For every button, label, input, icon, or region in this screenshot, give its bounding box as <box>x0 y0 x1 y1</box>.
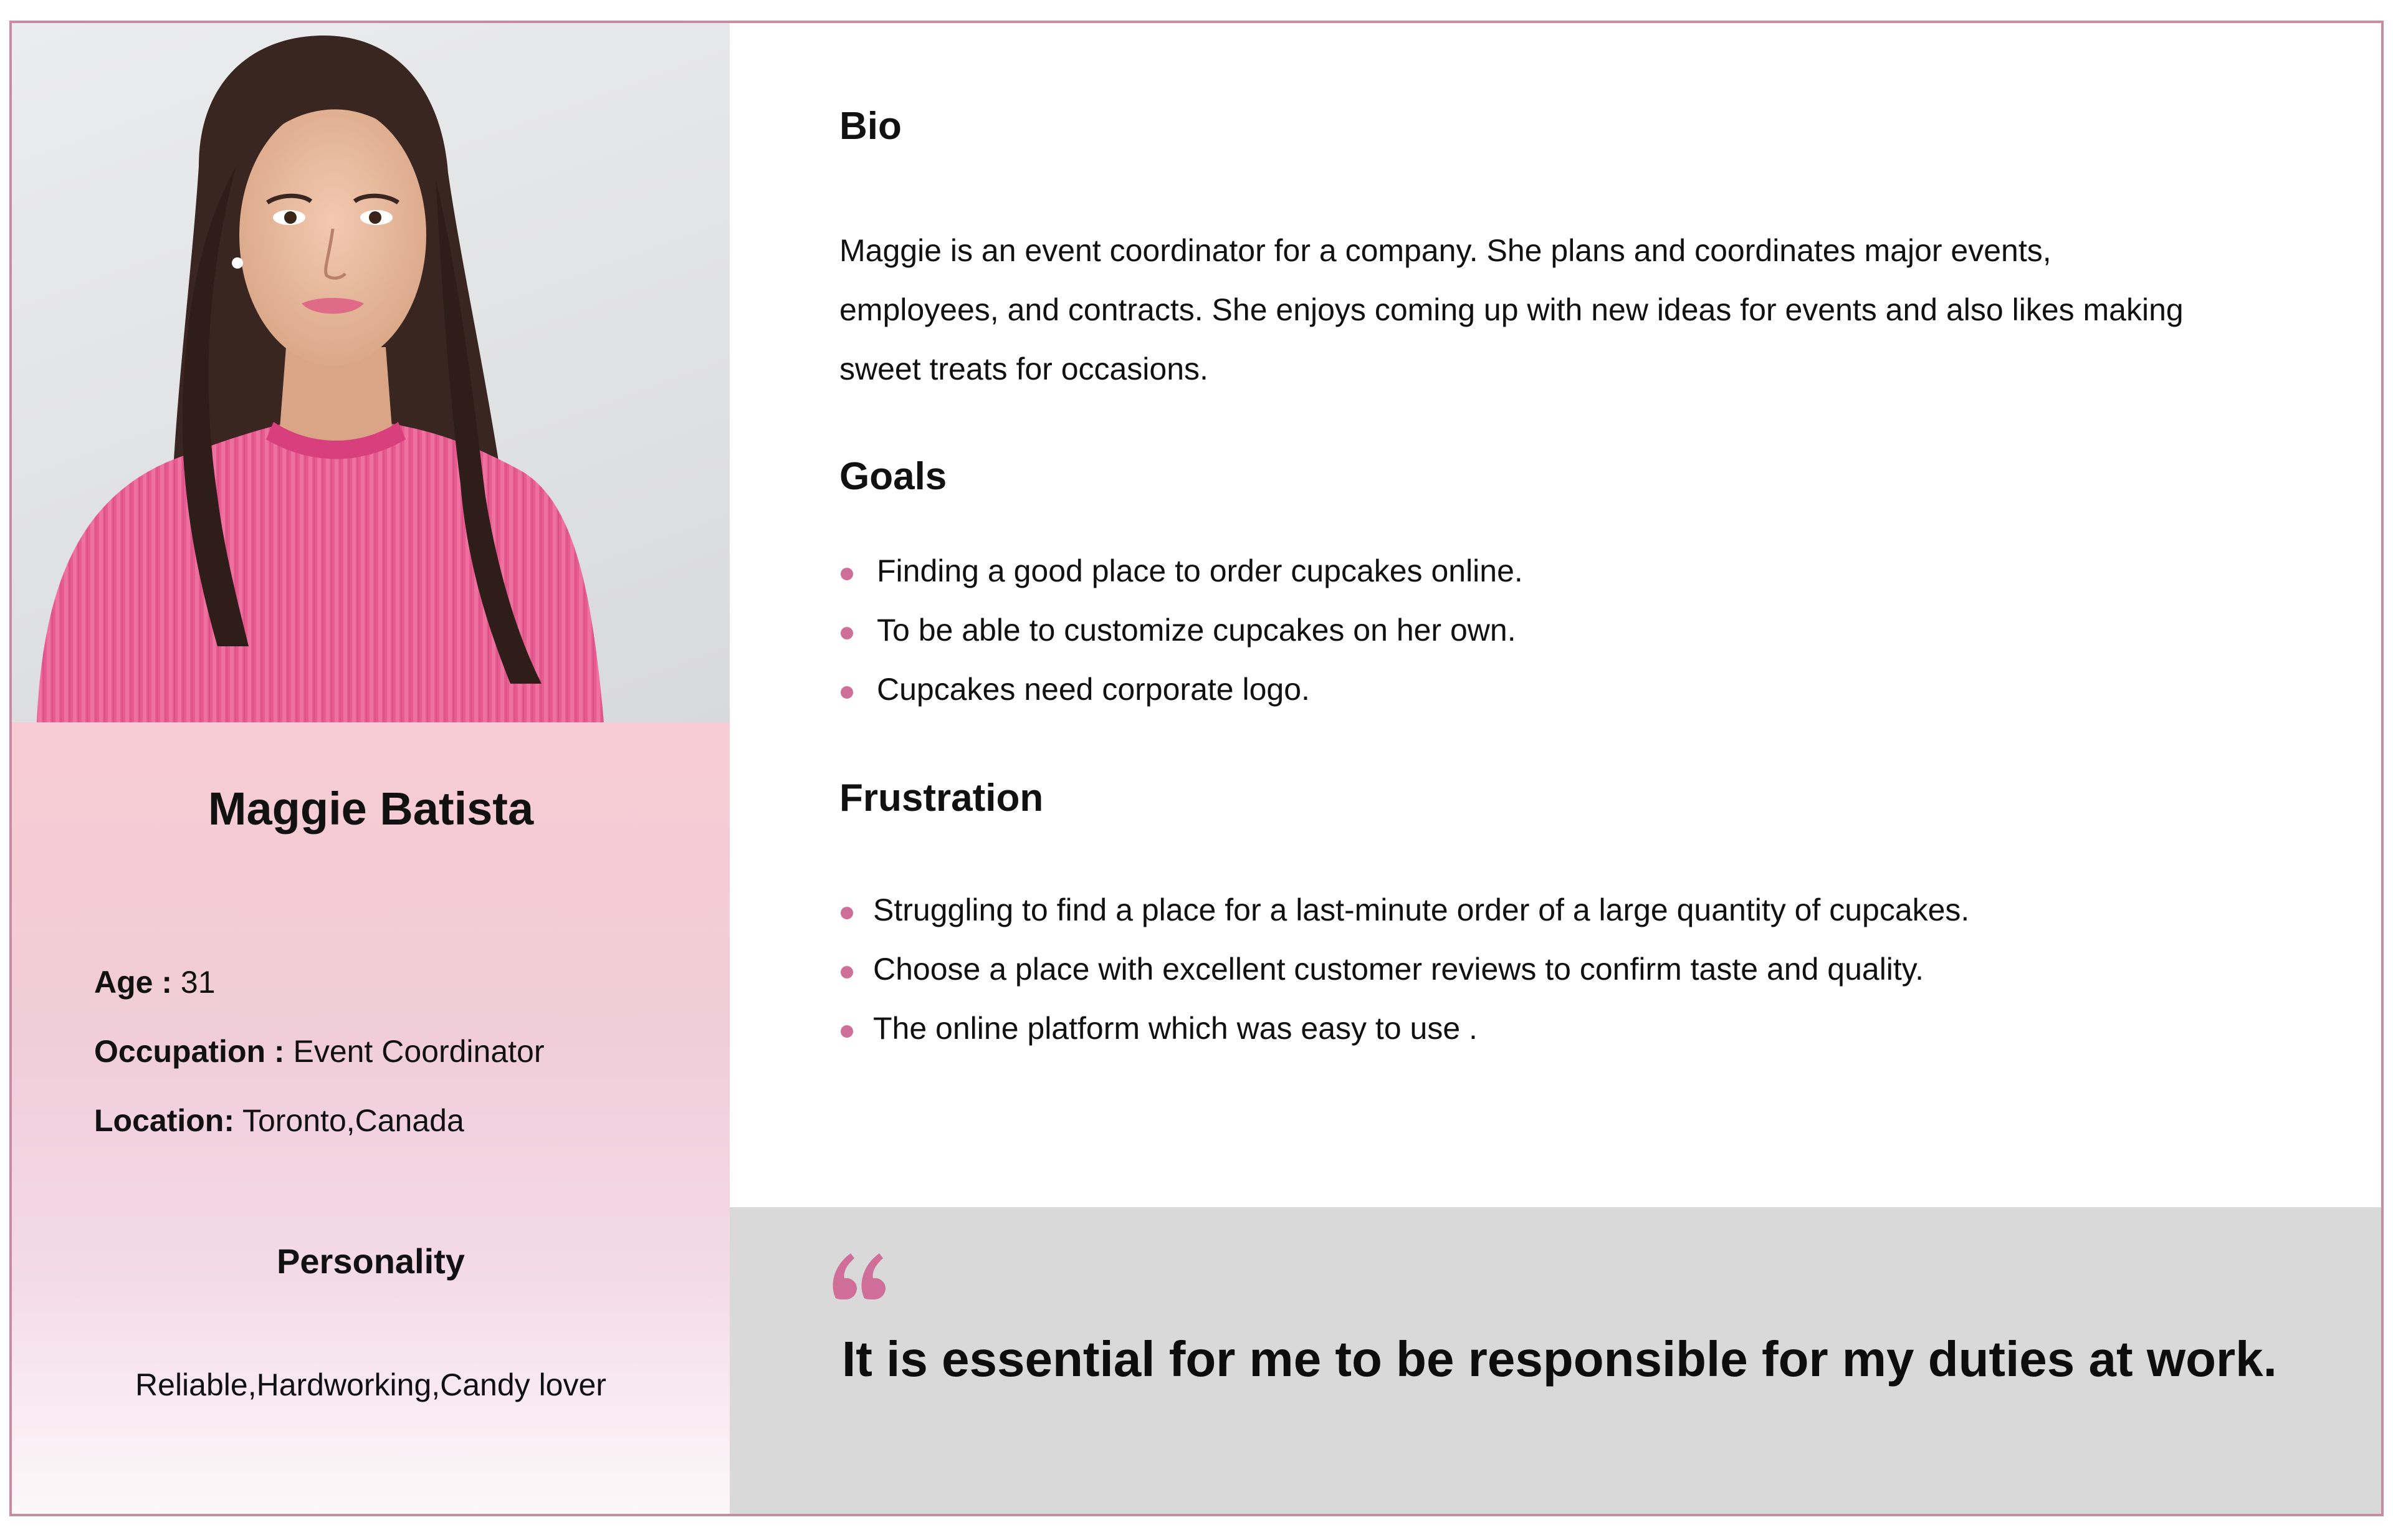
portrait-illustration <box>12 23 730 722</box>
goal-item <box>839 601 1523 660</box>
frustration-heading: Frustration <box>839 777 1044 820</box>
goal-text: Cupcakes need corporate logo. <box>877 672 1310 707</box>
bullet-icon <box>841 568 853 580</box>
frustration-text: Struggling to find a place for a last-minute order of a large quantity of cupcakes. <box>873 892 1970 927</box>
quote-icon <box>832 1250 888 1299</box>
frustration-text: The online platform which was easy to use . <box>873 1011 1478 1046</box>
occupation-label: Occupation : <box>94 1034 285 1069</box>
bio-line: Maggie is an event coordinator for a company. She plans and coordinates major events, <box>839 233 2051 268</box>
persona-name: Maggie Batista <box>208 783 534 835</box>
frustration-item <box>839 999 1969 1058</box>
persona-quote: It is essential for me to be responsible for my duties at work. <box>842 1331 2277 1387</box>
bio-text <box>839 221 2248 399</box>
personality-heading: Personality <box>277 1241 465 1281</box>
bullet-icon <box>841 907 853 919</box>
goals-heading: Goals <box>839 455 947 498</box>
persona-photo <box>12 23 730 722</box>
frustration-item <box>839 881 1969 940</box>
bullet-icon <box>841 627 853 639</box>
persona-details <box>730 23 2381 1207</box>
bullet-icon <box>841 1025 853 1038</box>
profile-panel <box>12 722 730 1516</box>
goal-item <box>839 660 1523 719</box>
frustration-item <box>839 940 1969 999</box>
age-value: 31 <box>172 965 216 1000</box>
occupation-field <box>94 1033 544 1069</box>
goal-text: Finding a good place to order cupcakes online. <box>877 553 1523 588</box>
bullet-icon <box>841 966 853 978</box>
frustration-text: Choose a place with excellent customer reviews to confirm taste and quality. <box>873 952 1924 987</box>
location-field <box>94 1102 464 1139</box>
occupation-value: Event Coordinator <box>284 1034 545 1069</box>
persona-card <box>9 21 2384 1516</box>
bullet-icon <box>841 686 853 699</box>
persona-sidebar <box>12 23 730 1514</box>
personality-traits: Reliable,Hardworking,Candy lover <box>135 1367 606 1402</box>
bio-heading: Bio <box>839 105 902 148</box>
age-field <box>94 964 216 1000</box>
bio-line: sweet treats for occasions. <box>839 352 1208 386</box>
frustration-list <box>839 881 1969 1058</box>
quote-panel <box>730 1207 2381 1514</box>
bio-line: employees, and contracts. She enjoys coming up with new ideas for events and also likes making <box>839 292 2184 327</box>
goal-item <box>839 542 1523 601</box>
location-label: Location: <box>94 1103 234 1138</box>
location-value: Toronto,Canada <box>234 1103 464 1138</box>
age-label: Age : <box>94 965 172 1000</box>
goals-list <box>839 542 1523 719</box>
goal-text: To be able to customize cupcakes on her own. <box>877 613 1516 648</box>
